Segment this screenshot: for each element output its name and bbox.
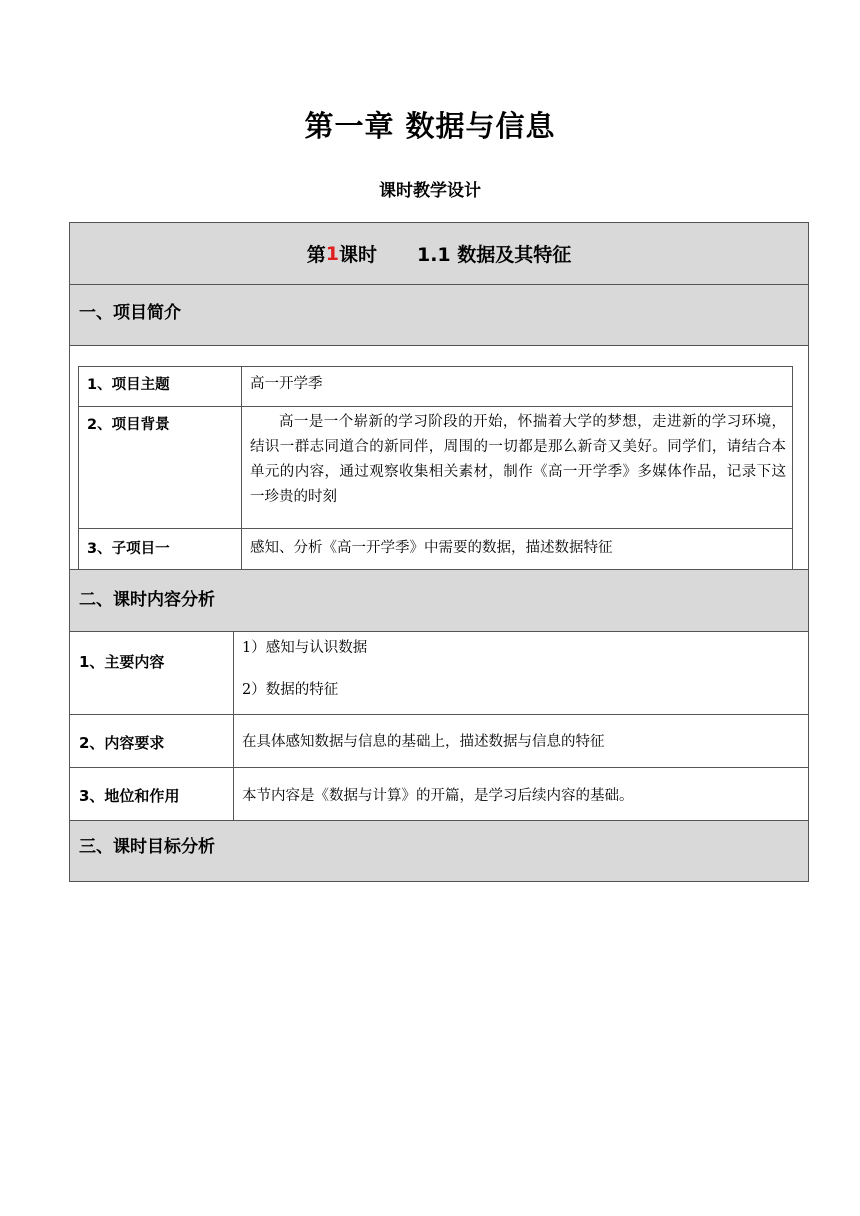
row-divider <box>70 714 808 715</box>
project-background-label: 2、项目背景 <box>79 407 242 529</box>
lesson-header <box>70 223 808 285</box>
section1-title: 一、项目简介 <box>79 303 181 323</box>
role-value: 本节内容是《数据与计算》的开篇，是学习后续内容的基础。 <box>242 788 634 804</box>
section2-header <box>70 569 808 632</box>
project-theme-value: 高一开学季 <box>242 367 793 407</box>
table-row <box>79 529 793 572</box>
subproject-label: 3、子项目一 <box>79 529 242 572</box>
main-content-line2: 2）数据的特征 <box>242 682 339 698</box>
lesson-number: 1 <box>325 242 339 265</box>
section2-title: 二、课时内容分析 <box>79 590 215 610</box>
section3-header <box>70 820 808 881</box>
project-theme-label: 1、项目主题 <box>79 367 242 407</box>
content-requirement-value: 在具体感知数据与信息的基础上，描述数据与信息的特征 <box>242 734 605 750</box>
row-divider <box>70 767 808 768</box>
project-background-value: 高一是一个崭新的学习阶段的开始，怀揣着大学的梦想，走进新的学习环境，结识一群志同道合的新同伴，周围的一切都是那么新奇又美好。同学们，请结合本单元的内容，通过观察收集相关素材，制作《高一开学季》多媒体作品，记录下这一珍贵的时刻 <box>242 407 793 529</box>
table-row <box>79 367 793 407</box>
section1-header <box>70 285 808 346</box>
table-row <box>79 407 793 529</box>
main-content-label: 1、主要内容 <box>79 653 165 671</box>
subproject-value: 感知、分析《高一开学季》中需要的数据，描述数据特征 <box>242 529 793 572</box>
chapter-title: 第一章 数据与信息 <box>304 109 556 143</box>
page-subtitle: 课时教学设计 <box>379 181 481 201</box>
project-intro-table <box>78 366 793 572</box>
content-requirement-label: 2、内容要求 <box>79 734 165 752</box>
lesson-design-table <box>69 222 809 882</box>
lesson-prefix: 第 <box>306 244 326 266</box>
section3-title: 三、课时目标分析 <box>79 837 215 857</box>
main-content-line1: 1）感知与认识数据 <box>242 640 368 656</box>
lesson-suffix: 课时 <box>338 244 377 266</box>
lesson-section-title: 1.1 数据及其特征 <box>416 244 572 266</box>
role-label: 3、地位和作用 <box>79 787 180 805</box>
column-divider <box>233 632 234 821</box>
